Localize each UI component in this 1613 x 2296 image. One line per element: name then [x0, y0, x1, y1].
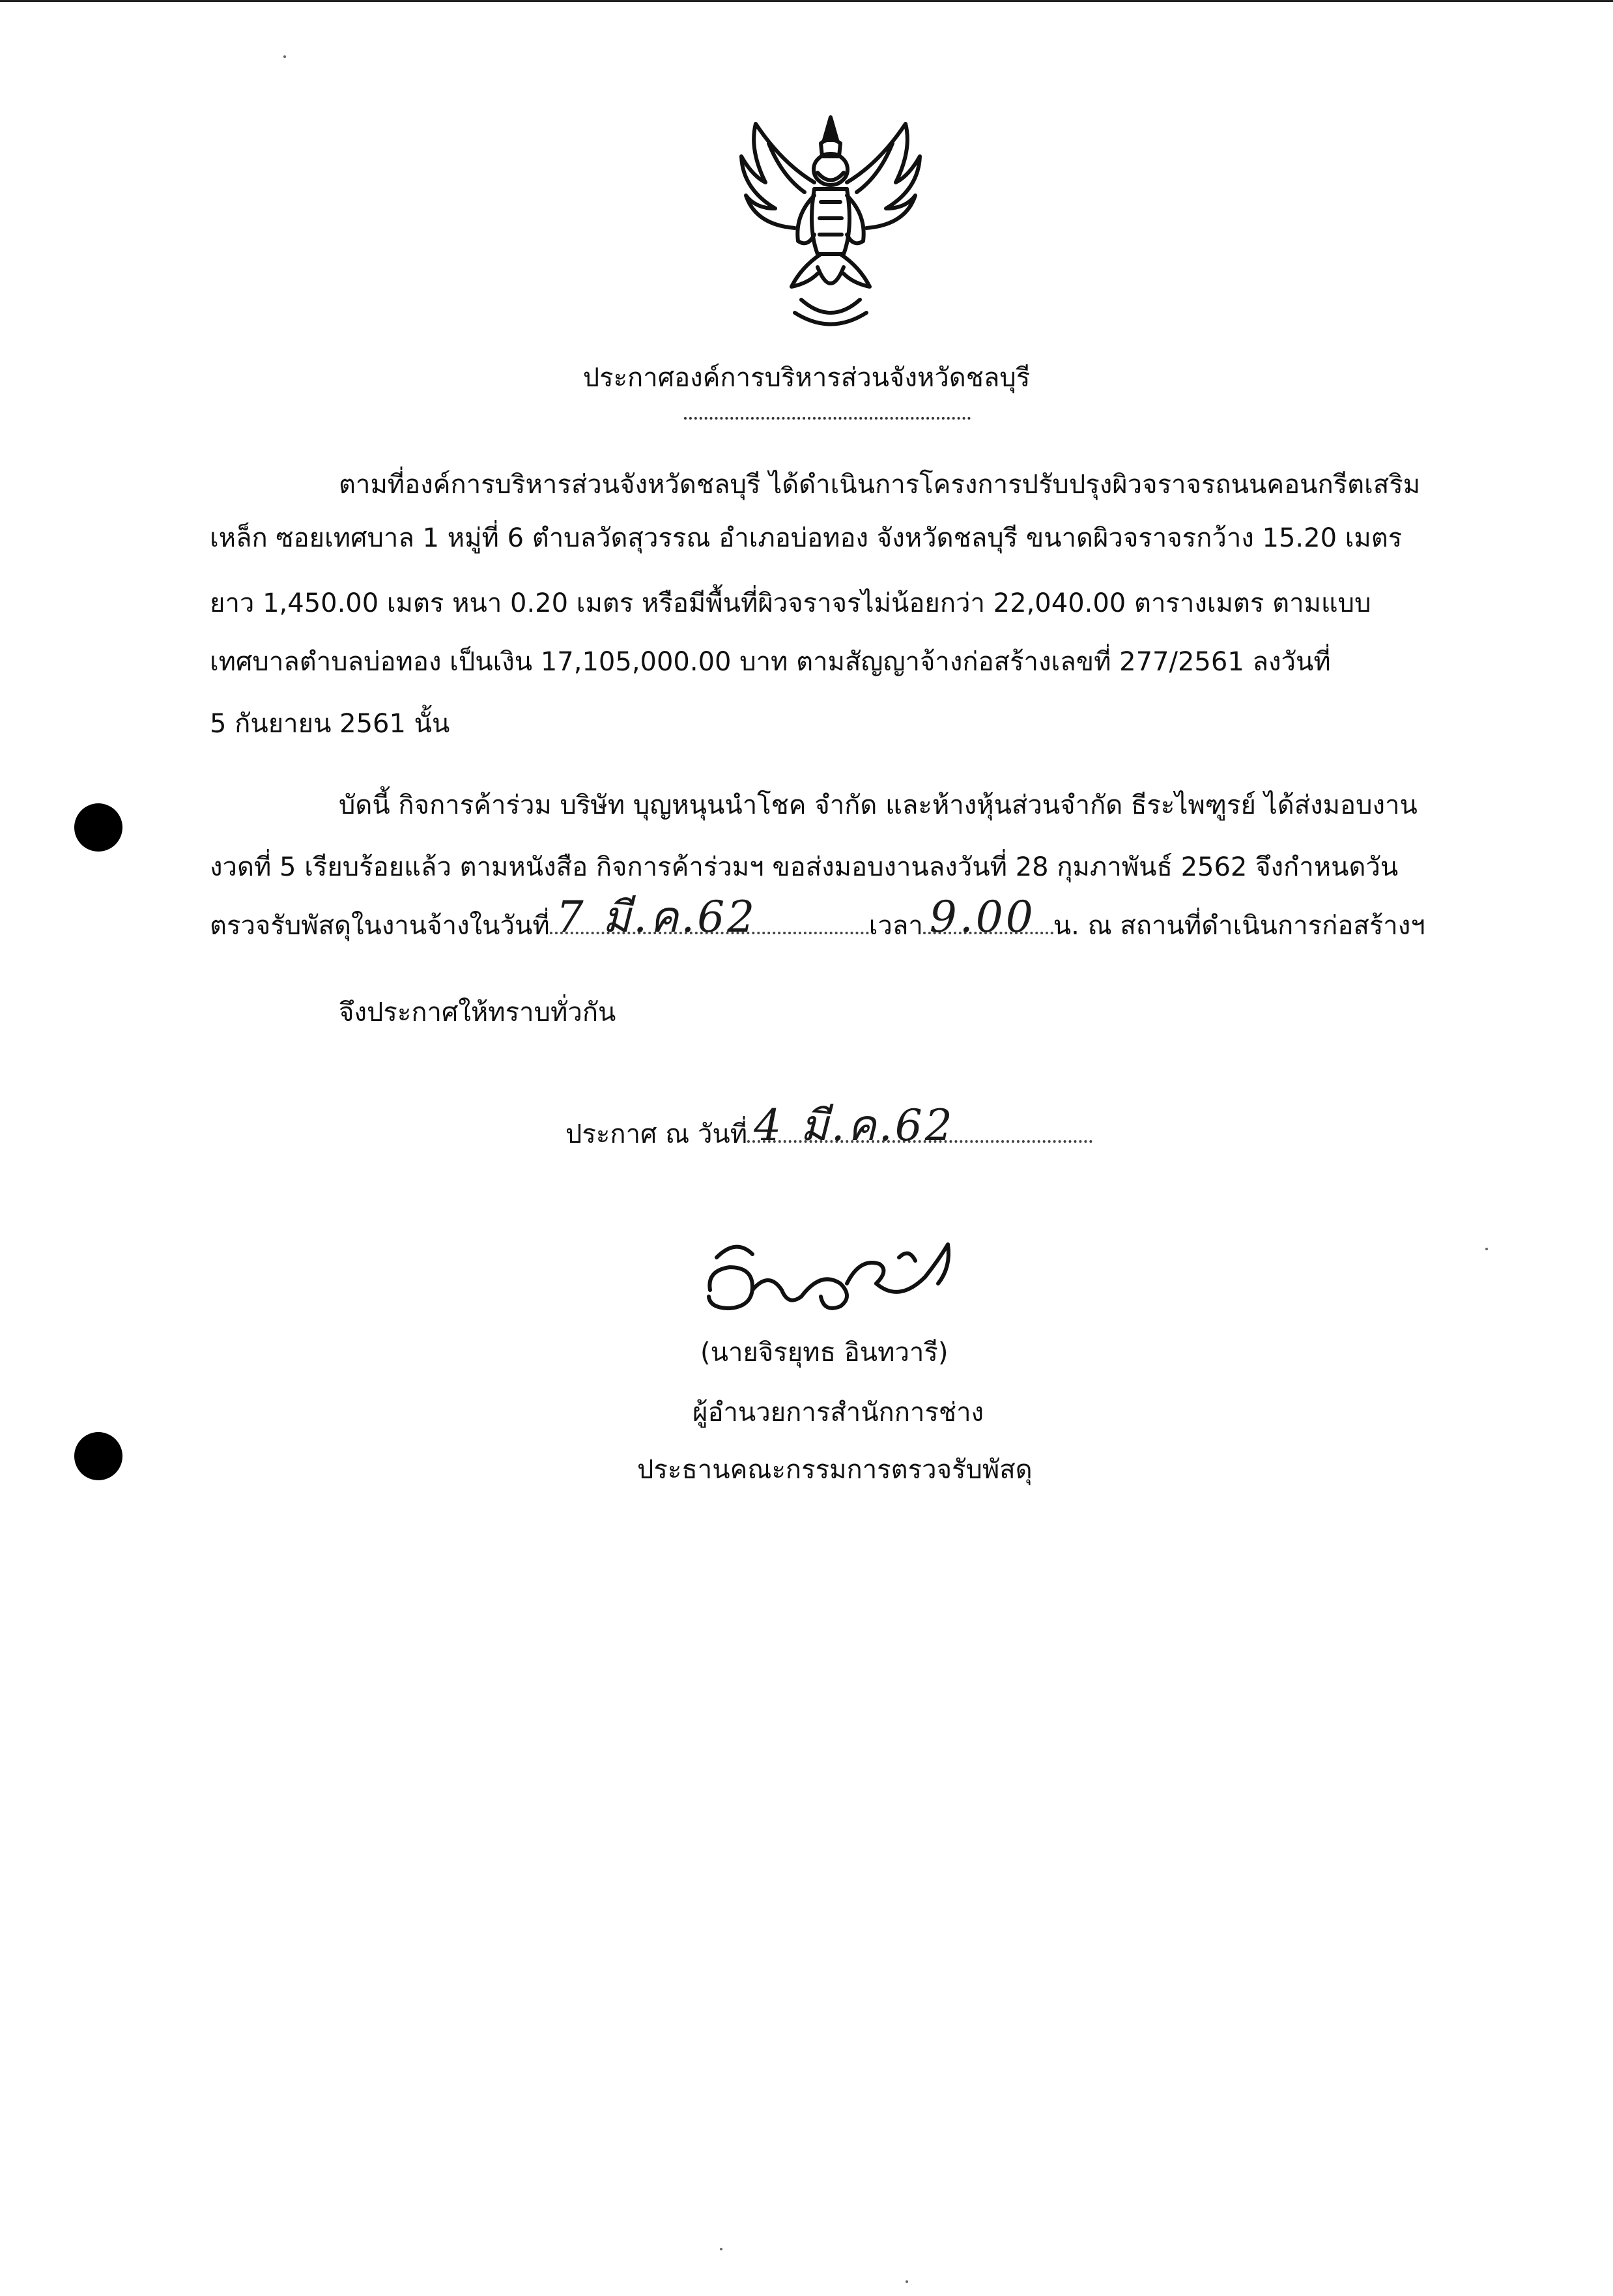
- para1-line5: 5 กันยายน 2561 นั้น: [210, 709, 450, 739]
- announce-date-handwritten: 4 มี.ค.62: [754, 1100, 955, 1151]
- scan-speck: [283, 55, 286, 58]
- punch-hole-top: [74, 803, 122, 852]
- para1-line1: ตามที่องค์การบริหารส่วนจังหวัดชลบุรี ได้ดำเนินการโครงการปรับปรุงผิวจราจรถนนคอนกรีตเสริม: [339, 470, 1421, 500]
- scan-speck: [1485, 1248, 1488, 1250]
- inspection-time-handwritten: 9.00: [929, 892, 1036, 942]
- para1-line2: เหล็ก ซอยเทศบาล 1 หมู่ที่ 6 ตำบลวัดสุวรรณ อำเภอบ่อทอง จังหวัดชลบุรี ขนาดผิวจราจรกว้าง 15.20 เมตร: [210, 523, 1403, 553]
- inspection-date-handwritten: 7 มี.ค.62: [556, 892, 758, 942]
- document-title: ประกาศองค์การบริหารส่วนจังหวัดชลบุรี: [582, 363, 1031, 393]
- signer-name: (นายจิรยุทธ อินทวารี): [700, 1338, 949, 1368]
- inspection-date-field: [550, 892, 869, 942]
- signer-position: ผู้อำนวยการสำนักการช่าง: [692, 1398, 984, 1428]
- inspection-time-field: [923, 892, 1053, 942]
- announce-date-line: [565, 1100, 1092, 1151]
- announce-date-label: ประกาศ ณ วันที่: [565, 1119, 748, 1149]
- inspection-date-prefix: ตรวจรับพัสดุในงานจ้างในวันที่: [210, 911, 550, 941]
- para2-line3-suffix: น. ณ สถานที่ดำเนินการก่อสร้างฯ: [1053, 911, 1425, 941]
- signer-role: ประธานคณะกรรมการตรวจรับพัสดุ: [637, 1455, 1033, 1485]
- closing-statement: จึงประกาศให้ทราบทั่วกัน: [339, 997, 616, 1027]
- para1-line3: ยาว 1,450.00 เมตร หนา 0.20 เมตร หรือมีพื้นที่ผิวจราจรไม่น้อยกว่า 22,040.00 ตารางเมตร ตามแบบ: [210, 588, 1371, 618]
- announce-date-field: [747, 1100, 1092, 1151]
- handwritten-signature: [691, 1231, 990, 1336]
- title-underline-dots: [684, 417, 971, 420]
- scan-speck: [720, 2248, 722, 2250]
- punch-hole-bottom: [74, 1432, 122, 1480]
- top-edge-line: [0, 0, 1613, 2]
- para1-line4: เทศบาลตำบลบ่อทอง เป็นเงิน 17,105,000.00 บาท ตามสัญญาจ้างก่อสร้างเลขที่ 277/2561 ลงวันที่: [210, 647, 1331, 677]
- para2-line2: งวดที่ 5 เรียบร้อยแล้ว ตามหนังสือ กิจการค้าร่วมฯ ขอส่งมอบงานลงวันที่ 28 กุมภาพันธ์ 2562 จึงกำหนดวัน: [210, 852, 1399, 882]
- time-label: เวลา: [868, 911, 923, 941]
- garuda-emblem-icon: [730, 104, 932, 332]
- para2-line3: [210, 892, 1425, 943]
- para2-line1: บัดนี้ กิจการค้าร่วม บริษัท บุญหนุนนำโชค จำกัด และห้างหุ้นส่วนจำกัด ธีระไพฑูรย์ ได้ส่งมอบงาน: [339, 790, 1418, 820]
- scan-speck: [906, 2280, 908, 2283]
